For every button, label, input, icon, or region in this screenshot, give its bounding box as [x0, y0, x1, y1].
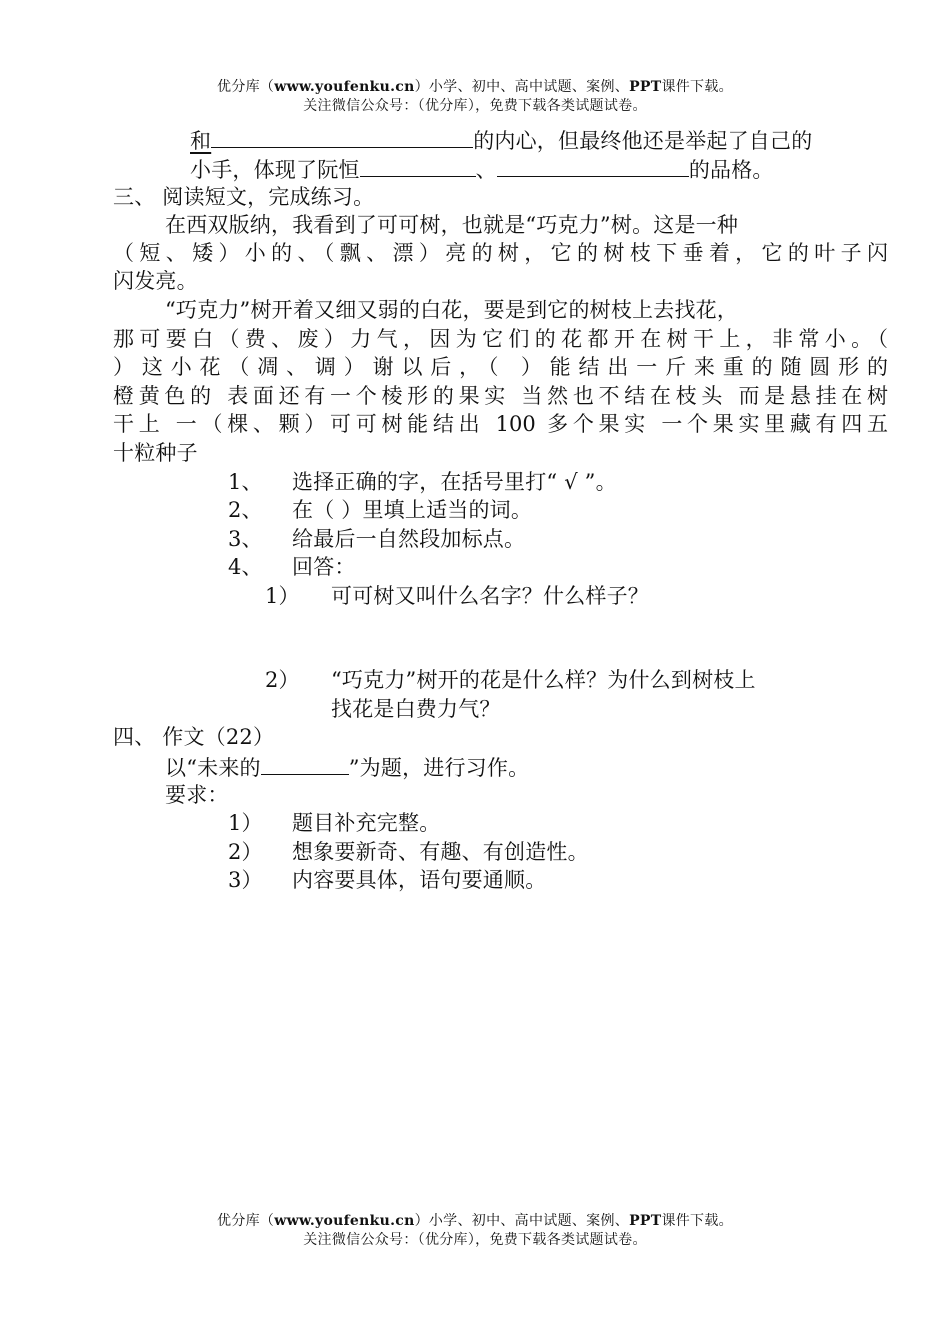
task-2: 2、 在（ ）里填上适当的词。	[228, 498, 533, 522]
essay-title-blank	[261, 752, 349, 775]
blank-2	[360, 154, 476, 177]
question-2-line-1: 2） “巧克力”树开的花是什么样？为什么到树枝上	[265, 668, 756, 692]
task-4: 4、 回答：	[228, 555, 356, 579]
blank-3	[497, 154, 689, 177]
question-2-line-2: 找花是白费力气？	[331, 697, 501, 721]
p1-line-3: 闪发亮。	[113, 269, 198, 293]
page-header	[0, 78, 950, 116]
requirement-2: 2） 想象要新奇、有趣、有创造性。	[228, 840, 589, 864]
p1-line-1: 在西双版纳，我看到了可可树，也就是“巧克力”树。这是一种	[165, 213, 739, 237]
p2-line-5: 干上 一（棵、颗）可可树能结出 100 多个果实 一个果实里藏有四五	[113, 412, 888, 436]
section2-line-2: 小手，体现了阮恒 、 的品格。	[190, 154, 774, 185]
section4-heading: 四、 作文（22）	[113, 725, 275, 749]
p2-line-2: 那可要白（费、废）力气，因为它们的花都开在树干上，非常小。（	[113, 327, 888, 351]
requirement-1: 1） 题目补充完整。	[228, 811, 441, 835]
section3-heading: 三、 阅读短文，完成练习。	[113, 185, 375, 209]
task-1: 1、 选择正确的字，在括号里打“ √ ”。	[228, 470, 617, 494]
header-line-2: 关注微信公众号：（优分库），免费下载各类试题试卷。	[303, 98, 647, 114]
p2-line-6: 十粒种子	[113, 441, 198, 465]
p2-line-3: ）这小花（凋、调）谢以后，（ ）能结出一斤来重的随圆形的	[113, 355, 888, 379]
footer-line-1: 优分库（www.youfenku.cn）小学、初中、高中试题、案例、PPT课件下载。	[217, 1213, 733, 1229]
essay-prompt: 以“未来的 ”为题，进行习作。	[165, 752, 529, 783]
p2-line-4: 橙黄色的 表面还有一个棱形的果实 当然也不结在枝头 而是悬挂在树	[113, 384, 888, 408]
p2-line-1: “巧克力”树开着又细又弱的白花，要是到它的树枝上去找花，	[165, 298, 739, 322]
requirements-label: 要求：	[165, 783, 229, 807]
page-footer	[0, 1212, 950, 1250]
task-3: 3、 给最后一自然段加标点。	[228, 527, 526, 551]
p1-line-2: （短、矮）小的、（飘、漂）亮的树，它的树枝下垂着，它的叶子闪	[113, 241, 888, 265]
section2-line-1: 和 的内心，但最终他还是举起了自己的	[190, 125, 812, 156]
requirement-3: 3） 内容要具体，语句要通顺。	[228, 868, 547, 892]
question-1: 1） 可可树又叫什么名字？什么样子？	[265, 584, 649, 608]
blank-1	[211, 125, 473, 148]
footer-line-2: 关注微信公众号：（优分库），免费下载各类试题试卷。	[303, 1232, 647, 1248]
header-line-1: 优分库（www.youfenku.cn）小学、初中、高中试题、案例、PPT课件下载。	[217, 79, 733, 95]
